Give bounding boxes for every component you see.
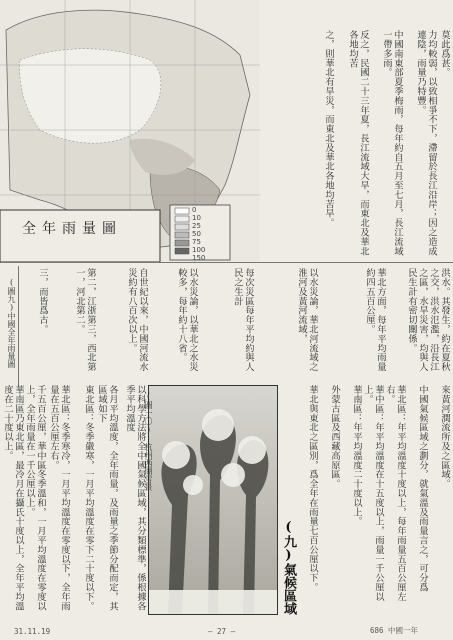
footer-right: 686 中國一年 (370, 626, 419, 635)
legend-tick: 10 (192, 214, 201, 222)
text-column: 華南區乃東北區，最冷月在攝氏十度以上，全年平均溫度在二十度以上。 (2, 385, 24, 611)
figure-10-caption: (圖一〇) 杭州西湖雪景 (144, 392, 153, 491)
text-column: 華北方面，每年平均雨量約四五百公厘。 (364, 268, 386, 372)
legend-tick: 0 (192, 206, 197, 214)
footer-date: 31.11.19 (14, 627, 51, 636)
legend-tick: 25 (192, 222, 201, 230)
section-heading: (九)氣候區域 (281, 520, 296, 615)
text-column: 以科學方法將全中國氣候區域，其分類標準，係根據各季平均溫度 (124, 385, 146, 611)
text-column: 華北區：冬季寒冷，一月平均溫度在零度以下，全年雨量在五百公厘左右。 (48, 385, 70, 611)
text-column: 來黃河潤流所及之區域。 (439, 385, 450, 489)
figure-9-caption: (圖九)中國全年雨量圖 (7, 278, 16, 368)
text-column: 華北與東北之區別，爲全年在雨量七百公厘以下。 (307, 385, 318, 592)
text-column: 東北區：冬季嚴寒，一月平均溫度在零下二十度以下。 (83, 385, 94, 611)
text-column: 華中區：年平均溫度在十五度以上，雨量一千公厘以上。 (362, 385, 384, 602)
page-number: — 27 — (208, 627, 236, 636)
text-column: 千五百公厘，華中區冬季溫和，一月平均溫度在零度以上，全年雨量在一千公厘以上。 (24, 385, 46, 611)
text-column: 華南區：年平均溫度二十度以上。 (351, 385, 362, 526)
text-column: 之，則華北有旱災，而東北及華北各地均苦旱。 (323, 30, 334, 228)
text-column: 外蒙古區及西藏高原區。 (329, 385, 340, 489)
text-column: 力均較弱，以致相爭不下，滯留於長江沿岸；因之造成連陰，雨量乃特豐。 (415, 30, 437, 256)
text-column: 以水災論，以華北之水災較多，每年約十八省。 (176, 268, 198, 372)
divider-line (0, 262, 453, 263)
text-column: 洪水。其發生，約在夏秋之交，洪水氾濫，沿長江之區，水旱災害，均與人民生計有密切關係。 (406, 268, 450, 372)
figure-caption-rule (18, 266, 19, 386)
legend-tick: 150 (192, 254, 206, 262)
text-column: 華北區：年平均溫度十度以上，每年雨量五百公厘左右。 (384, 385, 406, 602)
map-title: 全年雨量圖 (22, 221, 122, 237)
text-column: 中國南東部夏季梅雨，每年約自五月至七月，長江流域一帶多雨。 (381, 30, 403, 256)
text-column: 各月平均溫度，全年雨量，及雨量之季節分配而定，其區域如下 (96, 385, 118, 611)
text-column: 反之，民國二十三年夏，長江流域大旱，而東北及華北各地均苦 (347, 30, 369, 256)
text-column: 以水災論，華北河流域之淮河及黃河流域， (296, 268, 318, 372)
legend-tick: 50 (192, 230, 201, 238)
legend-tick: 75 (192, 238, 201, 246)
text-column: 自世紀以來，中國河流水災約有八百次以上。 (126, 268, 148, 372)
text-column: 莫此爲甚。 (439, 30, 450, 77)
legend-tick: 100 (192, 246, 206, 254)
text-column: 每次災區每年平均約與人民之生計 (232, 268, 254, 372)
text-column: 中國氣候區域之劃分，就氣溫及雨量言之，可分爲 (417, 385, 428, 592)
text-column: 第二，江浙第三，西北第一，河北第二。 (74, 268, 96, 372)
west-lake-snow-photo (148, 385, 278, 615)
text-column: 三，而皆爲古。 (37, 268, 48, 334)
